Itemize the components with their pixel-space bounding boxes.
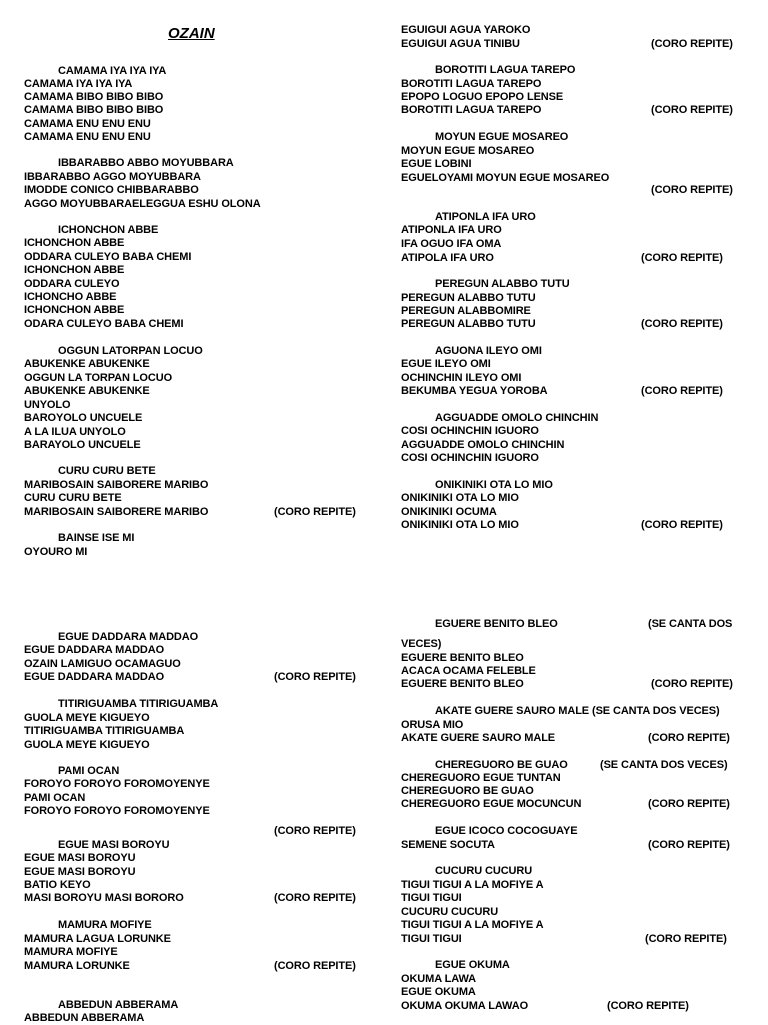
song-heading: EGUE MASI BOROYU (58, 839, 170, 851)
lyric-line: TITIRIGUAMBA TITIRIGUAMBA (24, 725, 185, 737)
song-heading: ONIKINIKI OTA LO MIO (435, 479, 553, 491)
lyric-line: PAMI OCAN (24, 792, 86, 804)
song-heading: PEREGUN ALABBO TUTU (435, 278, 570, 290)
song-heading: MAMURA MOFIYE (58, 919, 152, 931)
lyric-line: FOROYO FOROYO FOROMOYENYE (24, 805, 210, 817)
lyric-line: OYOURO MI (24, 546, 88, 558)
lyric-line: ICHONCHO ABBE (24, 291, 117, 303)
lyric-line: CAMAMA IYA IYA IYA (24, 78, 133, 90)
lyric-line: ONIKINIKI OTA LO MIO (401, 519, 519, 531)
lyric-line: CURU CURU BETE (24, 492, 122, 504)
lyric-line: IBBARABBO AGGO MOYUBBARA (24, 171, 201, 183)
lyric-line: ORUSA MIO (401, 719, 464, 731)
song-heading: CUCURU CUCURU (435, 865, 533, 877)
coro-repite-note: (CORO REPITE) (641, 318, 723, 330)
lyric-line: BARAYOLO UNCUELE (24, 439, 141, 451)
lyric-line: CUCURU CUCURU (401, 906, 499, 918)
lyric-line: BEKUMBA YEGUA YOROBA (401, 385, 548, 397)
coro-repite-note: (CORO REPITE) (648, 839, 730, 851)
lyric-line: CAMAMA ENU ENU ENU (24, 131, 151, 143)
coro-repite-note: (CORO REPITE) (274, 671, 356, 683)
lyric-line: BAROYOLO UNCUELE (24, 412, 143, 424)
song-heading: IBBARABBO ABBO MOYUBBARA (58, 157, 234, 169)
lyric-line: MAMURA LORUNKE (24, 960, 130, 972)
coro-repite-note: (CORO REPITE) (274, 960, 356, 972)
lyric-line: ICHONCHON ABBE (24, 237, 125, 249)
coro-repite-note: (CORO REPITE) (641, 385, 723, 397)
lyric-line: CHEREGUORO EGUE MOCUNCUN (401, 798, 582, 810)
coro-repite-note: (CORO REPITE) (645, 933, 727, 945)
lyric-line: TIGUI TIGUI A LA MOFIYE A (401, 919, 544, 931)
lyric-line: ATIPONLA IFA URO (401, 224, 502, 236)
lyric-line: EGUIGUI AGUA YAROKO (401, 24, 531, 36)
lyric-line: PEREGUN ALABBO TUTU (401, 292, 536, 304)
lyric-line: BATIO KEYO (24, 879, 91, 891)
lyric-line: ABUKENKE ABUKENKE (24, 358, 150, 370)
lyric-line: AKATE GUERE SAURO MALE (401, 732, 556, 744)
lyric-line: CAMAMA ENU ENU ENU (24, 118, 151, 130)
lyric-line: MARIBOSAIN SAIBORERE MARIBO (24, 506, 209, 518)
lyric-line: EGUIGUI AGUA TINIBU (401, 38, 520, 50)
lyric-line: ONIKINIKI OCUMA (401, 506, 497, 518)
lyric-line: MAMURA MOFIYE (24, 946, 118, 958)
lyric-line: GUOLA MEYE KIGUEYO (24, 739, 150, 751)
lyric-line: TIGUI TIGUI A LA MOFIYE A (401, 879, 544, 891)
lyric-line: BOROTITI LAGUA TAREPO (401, 104, 542, 116)
lyric-line: MOYUN EGUE MOSAREO (401, 145, 535, 157)
coro-repite-note: (CORO REPITE) (648, 798, 730, 810)
lyric-line: ATIPOLA IFA URO (401, 252, 494, 264)
lyric-line: PEREGUN ALABBOMIRE (401, 305, 531, 317)
lyric-line: EPOPO LOGUO EPOPO LENSE (401, 91, 564, 103)
song-heading: EGUE ICOCO COCOGUAYE (435, 825, 578, 837)
song-heading: MOYUN EGUE MOSAREO (435, 131, 569, 143)
lyric-line: OGGUN LA TORPAN LOCUO (24, 372, 173, 384)
coro-repite-note: (CORO REPITE) (607, 1000, 689, 1012)
lyric-line: ABUKENKE ABUKENKE (24, 385, 150, 397)
lyric-line: OKUMA LAWA (401, 973, 476, 985)
lyric-line: ODARA CULEYO BABA CHEMI (24, 318, 184, 330)
lyric-line: COSI OCHINCHIN IGUORO (401, 425, 539, 437)
lyric-line: EGUE DADDARA MADDAO (24, 644, 165, 656)
lyric-line: AGGO MOYUBBARAELEGGUA ESHU OLONA (24, 198, 261, 210)
repeat-note: (SE CANTA DOS VECES) (600, 759, 728, 771)
lyric-line: IMODDE CONICO CHIBBARABBO (24, 184, 199, 196)
lyric-line: CAMAMA BIBO BIBO BIBO (24, 104, 164, 116)
lyric-line: ICHONCHON ABBE (24, 304, 125, 316)
lyric-line: A LA ILUA UNYOLO (24, 426, 126, 438)
repeat-note: (SE CANTA DOS (648, 618, 733, 630)
song-heading: CHEREGUORO BE GUAO (435, 759, 568, 771)
coro-repite-note: (CORO REPITE) (274, 506, 356, 518)
lyric-line: EGUE OKUMA (401, 986, 476, 998)
lyric-line: EGUELOYAMI MOYUN EGUE MOSAREO (401, 172, 610, 184)
coro-repite-note: (CORO REPITE) (274, 892, 356, 904)
coro-repite-note: (CORO REPITE) (651, 678, 733, 690)
lyric-line: UNYOLO (24, 399, 71, 411)
coro-repite-note: (CORO REPITE) (641, 252, 723, 264)
document-title: OZAIN (168, 25, 215, 42)
lyric-line: EGUERE BENITO BLEO (401, 652, 524, 664)
lyric-line: EGUERE BENITO BLEO (401, 678, 524, 690)
lyric-line: COSI OCHINCHIN IGUORO (401, 452, 539, 464)
coro-repite-note: (CORO REPITE) (651, 38, 733, 50)
lyric-line: OCHINCHIN ILEYO OMI (401, 372, 522, 384)
lyric-line: PEREGUN ALABBO TUTU (401, 318, 536, 330)
song-heading: BAINSE ISE MI (58, 532, 135, 544)
lyric-line: ODDARA CULEYO (24, 278, 120, 290)
coro-repite-note: (CORO REPITE) (651, 104, 733, 116)
lyric-line: ACACA OCAMA FELEBLE (401, 665, 536, 677)
lyric-line: IFA OGUO IFA OMA (401, 238, 502, 250)
song-heading: EGUE OKUMA (435, 959, 510, 971)
lyric-line: CHEREGUORO BE GUAO (401, 785, 534, 797)
lyric-line: MAMURA LAGUA LORUNKE (24, 933, 171, 945)
lyric-line: EGUE DADDARA MADDAO (24, 671, 165, 683)
lyric-line: MASI BOROYU MASI BORORO (24, 892, 184, 904)
lyric-line: OZAIN LAMIGUO OCAMAGUO (24, 658, 181, 670)
lyric-line: BOROTITI LAGUA TAREPO (401, 78, 542, 90)
song-heading: CURU CURU BETE (58, 465, 156, 477)
song-heading: EGUERE BENITO BLEO (435, 618, 558, 630)
song-heading: TITIRIGUAMBA TITIRIGUAMBA (58, 698, 219, 710)
song-heading: AGUONA ILEYO OMI (435, 345, 542, 357)
lyric-line: GUOLA MEYE KIGUEYO (24, 712, 150, 724)
lyric-line: EGUE MASI BOROYU (24, 852, 136, 864)
coro-repite-note: (CORO REPITE) (641, 519, 723, 531)
lyric-line: TIGUI TIGUI (401, 933, 462, 945)
lyric-line: EGUE LOBINI (401, 158, 472, 170)
coro-repite-note: (CORO REPITE) (648, 732, 730, 744)
coro-repite-note: (CORO REPITE) (274, 825, 356, 837)
lyric-line: AGGUADDE OMOLO CHINCHIN (401, 439, 565, 451)
song-heading: ICHONCHON ABBE (58, 224, 159, 236)
lyric-line: FOROYO FOROYO FOROMOYENYE (24, 778, 210, 790)
lyric-line: EGUE MASI BOROYU (24, 866, 136, 878)
song-heading: ABBEDUN ABBERAMA (58, 999, 179, 1011)
song-heading: PAMI OCAN (58, 765, 120, 777)
lyric-line: OKUMA OKUMA LAWAO (401, 1000, 529, 1012)
coro-repite-note: (CORO REPITE) (651, 184, 733, 196)
song-heading: ATIPONLA IFA URO (435, 211, 536, 223)
lyric-line: ODDARA CULEYO BABA CHEMI (24, 251, 192, 263)
lyric-line: SEMENE SOCUTA (401, 839, 495, 851)
song-heading: EGUE DADDARA MADDAO (58, 631, 199, 643)
lyric-line: TIGUI TIGUI (401, 892, 462, 904)
lyric-line: CHEREGUORO EGUE TUNTAN (401, 772, 561, 784)
song-heading: AKATE GUERE SAURO MALE (SE CANTA DOS VECES) (435, 705, 720, 717)
lyric-line: ABBEDUN ABBERAMA (24, 1012, 145, 1024)
lyric-line: MARIBOSAIN SAIBORERE MARIBO (24, 479, 209, 491)
lyric-line: EGUE ILEYO OMI (401, 358, 491, 370)
lyric-line: ICHONCHON ABBE (24, 264, 125, 276)
song-heading: BOROTITI LAGUA TAREPO (435, 64, 576, 76)
song-heading: OGGUN LATORPAN LOCUO (58, 345, 203, 357)
repeat-note-continued: VECES) (401, 638, 442, 650)
lyric-line: ONIKINIKI OTA LO MIO (401, 492, 519, 504)
song-heading: AGGUADDE OMOLO CHINCHIN (435, 412, 599, 424)
lyric-line: CAMAMA BIBO BIBO BIBO (24, 91, 164, 103)
song-heading: CAMAMA IYA IYA IYA (58, 65, 167, 77)
